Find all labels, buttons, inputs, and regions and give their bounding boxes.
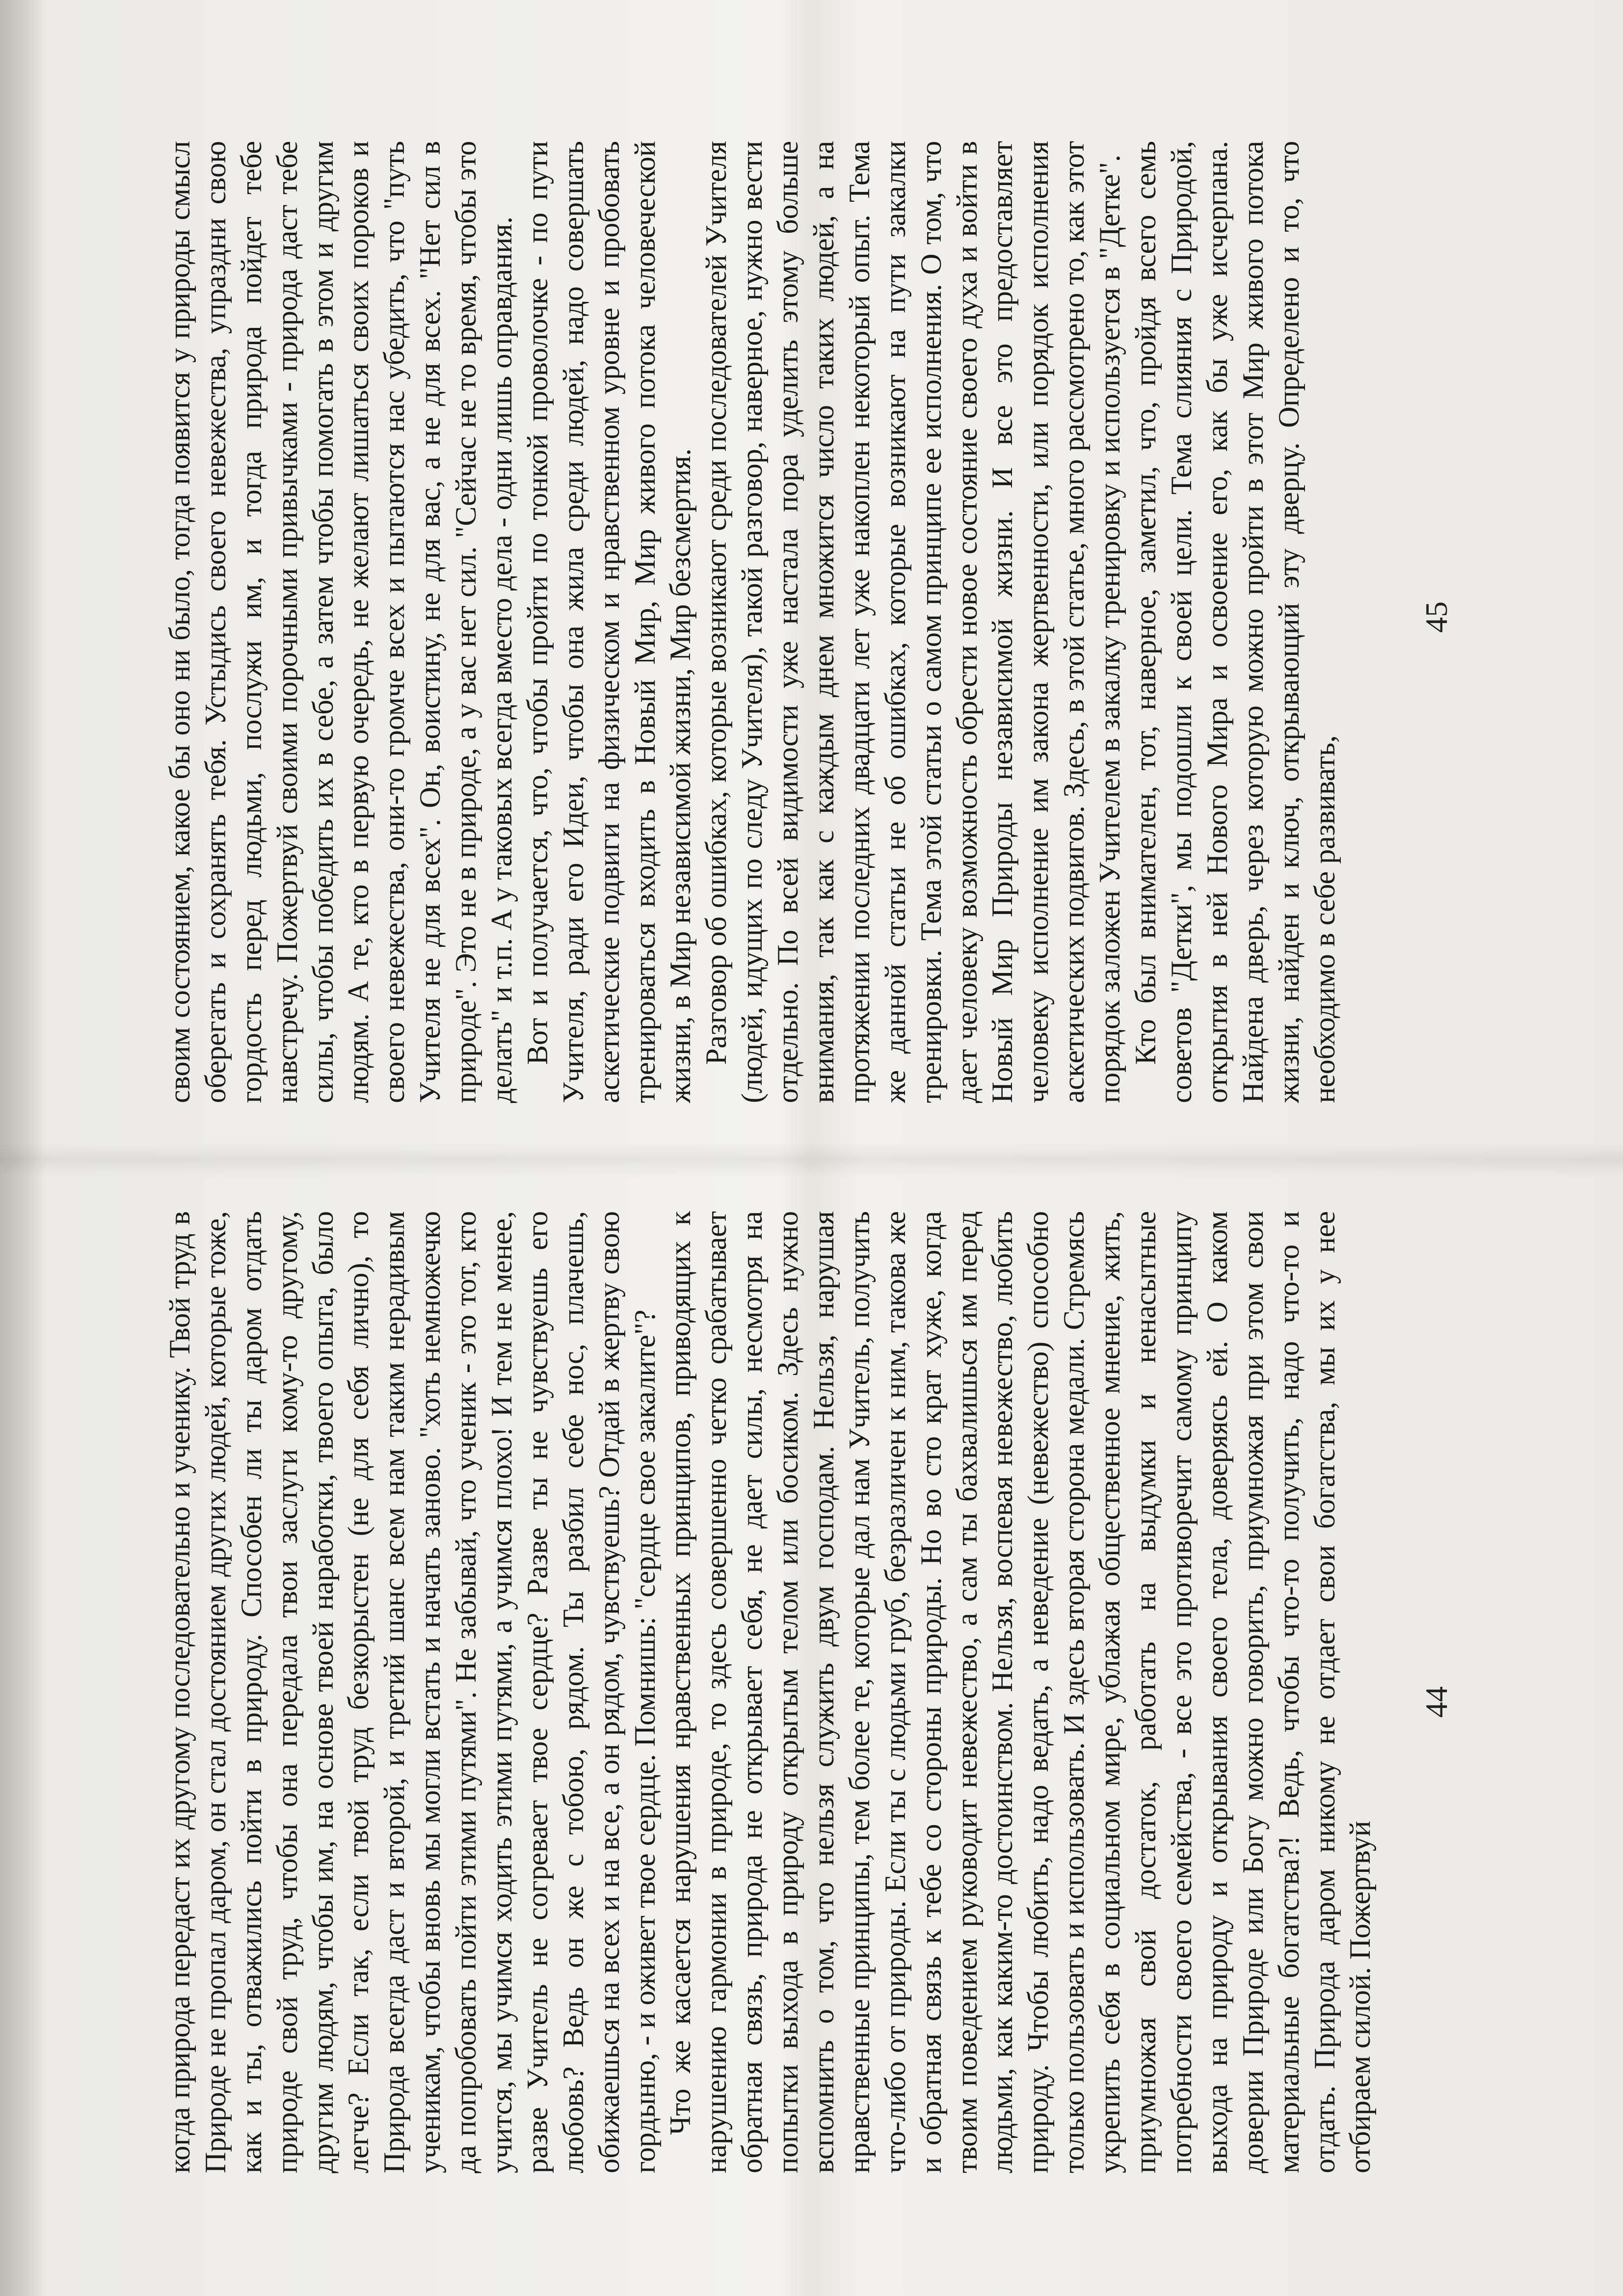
- right-paragraph-2: Вот и получается, что, чтобы пройти по тонкой проволочке - по пути Учителя, ради его Идеи, чтобы она жила среди людей, надо совершать аскетические подвиги на физическом и нравственном уровне и пробовать тренироваться входить в Новый Мир, Мир живого потока человеческой жизни, в Мир независимой жизни, Мир безсмертия.: [521, 141, 697, 1103]
- right-page-text: [162, 141, 1399, 1103]
- right-paragraph-3: Разговор об ошибках, которые возникают среди последователей Учителя (людей, идущих по следу Учителя), такой разговор, наверное, нужно вести отдельно. По всей видимости уже настала пора уделить этому больше внимания, так как с каждым днем множится число таких людей, а на протяжении последних двадцати лет уже накоплен некоторый опыт. Тема же данной статьи не об ошибках, которые возникают на пути закалки тренировки. Тема этой статьи о самом принципе ее исполнения. О том, что дает человеку возможность обрести новое состояние своего духа и войти в Новый Мир Природы независимой жизни. И все это предоставляет человеку исполнение им закона жертвенности, или порядок исполнения аскетических подвигов. Здесь, в этой статье, много рассмотрено то, как этот порядок заложен Учителем в закалку тренировку и используется в "Детке".: [700, 141, 1126, 1103]
- book-gutter: [0, 1142, 1623, 1177]
- left-page-text: [162, 1211, 1399, 2173]
- left-paragraph-1: когда природа передаст их другому последовательно и ученику. Твой труд в Природе не пропал даром, он стал достоянием других людей, которые тоже, как и ты, отважились пойти в природу. Способен ли ты даром отдать природе свой труд, чтобы она передала твои заслуги кому-то другому, другим людям, чтобы им, на основе твоей наработки, твоего опыта, было легче? Если так, если твой труд безкорыстен (не для себя лично), то Природа всегда даст и второй, и третий шанс всем нам таким нерадивым ученикам, чтобы вновь мы могли встать и начать заново. "хоть немножечко да попробовать пойти этими путями". Не забывай, что ученик - это тот, кто учится, мы учимся ходить этими путями, а учимся плохо! И тем не менее, разве Учитель не согревает твое сердце? Разве ты не чувствуешь его любовь? Ведь он же с тобою, рядом. Ты разбил себе нос, плачешь, обижаешься на всех и на все, а он рядом, чувствуешь? Отдай в жертву свою гордыню, - и оживет твое сердце. Помнишь: "сердце свое закалите"?: [163, 1211, 661, 2173]
- right-paragraph-4: Кто был внимателен, тот, наверное, заметил, что, пройдя всего семь советов "Детки", мы подошли к своей цели. Тема слияния с Природой, открытия в ней Нового Мира и освоение его, как бы уже исчерпана. Найдена дверь, через которую можно пройти в этот Мир живого потока жизни, найден и ключ, открывающий эту дверцу. Определено и то, что необходимо в себе развивать,: [1129, 141, 1341, 1103]
- left-paragraph-2: Что же касается нарушения нравственных принципов, приводящих к нарушению гармонии в природе, то здесь совершенно четко срабатывает обратная связь, природа не открывает себя, не дает силы, несмотря на попытки выхода в природу открытым телом или босиком. Здесь нужно вспомнить о том, что нельзя служить двум господам. Нельзя, нарушая нравственные принципы, тем более те, которые дал нам Учитель, получить что-либо от природы. Если ты с людьми груб, безразличен к ним, такова же и обратная связь к тебе со стороны природы. Но во сто крат хуже, когда твоим поведением руководит невежество, а сам ты бахвалишься им перед людьми, как каким-то достоинством. Нельзя, воспевая невежество, любить природу. Чтобы любить, надо ведать, а неведение (невежество) способно только пользовать и использовать. И здесь вторая сторона медали. Стремясь укрепить себя в социальном мире, ублажая общественное мнение, жить, приумножая свой достаток, работать на выдумки и ненасытные потребности своего семейства, - все это противоречит самому принципу выхода на природу и открывания своего тела, доверяясь ей. О каком доверии Природе или Богу можно говорить, приумножая при этом свои материальные богатства?! Ведь, чтобы что-то получить, надо что-то и отдать. Природа даром никому не отдает свои богатства, мы их у нее отбираем силой. Пожертвуй: [664, 1211, 1377, 2173]
- left-page-number: 44: [1419, 1686, 1454, 1718]
- right-paragraph-1: своим состоянием, какое бы оно ни было, тогда появится у природы смысл оберегать и сохранять тебя. Устыдись своего невежества, упраздни свою гордость перед людьми, послужи им, и тогда природа пойдет тебе навстречу. Пожертвуй своими порочными привычками - природа даст тебе силы, чтобы победить их в себе, а затем чтобы помогать в этом и другим людям. А те, кто в первую очередь, не желают лишаться своих пороков и своего невежества, они-то громче всех и пытаются нас убедить, что "путь Учителя не для всех". Он, воистину, не для вас, а не для всех. "Нет сил в природе". Это не в природе, а у вас нет сил. "Сейчас не то время, чтобы это делать" и т.п. А у таковых всегда вместо дела - одни лишь оправдания.: [163, 141, 518, 1103]
- right-page-number: 45: [1419, 601, 1454, 633]
